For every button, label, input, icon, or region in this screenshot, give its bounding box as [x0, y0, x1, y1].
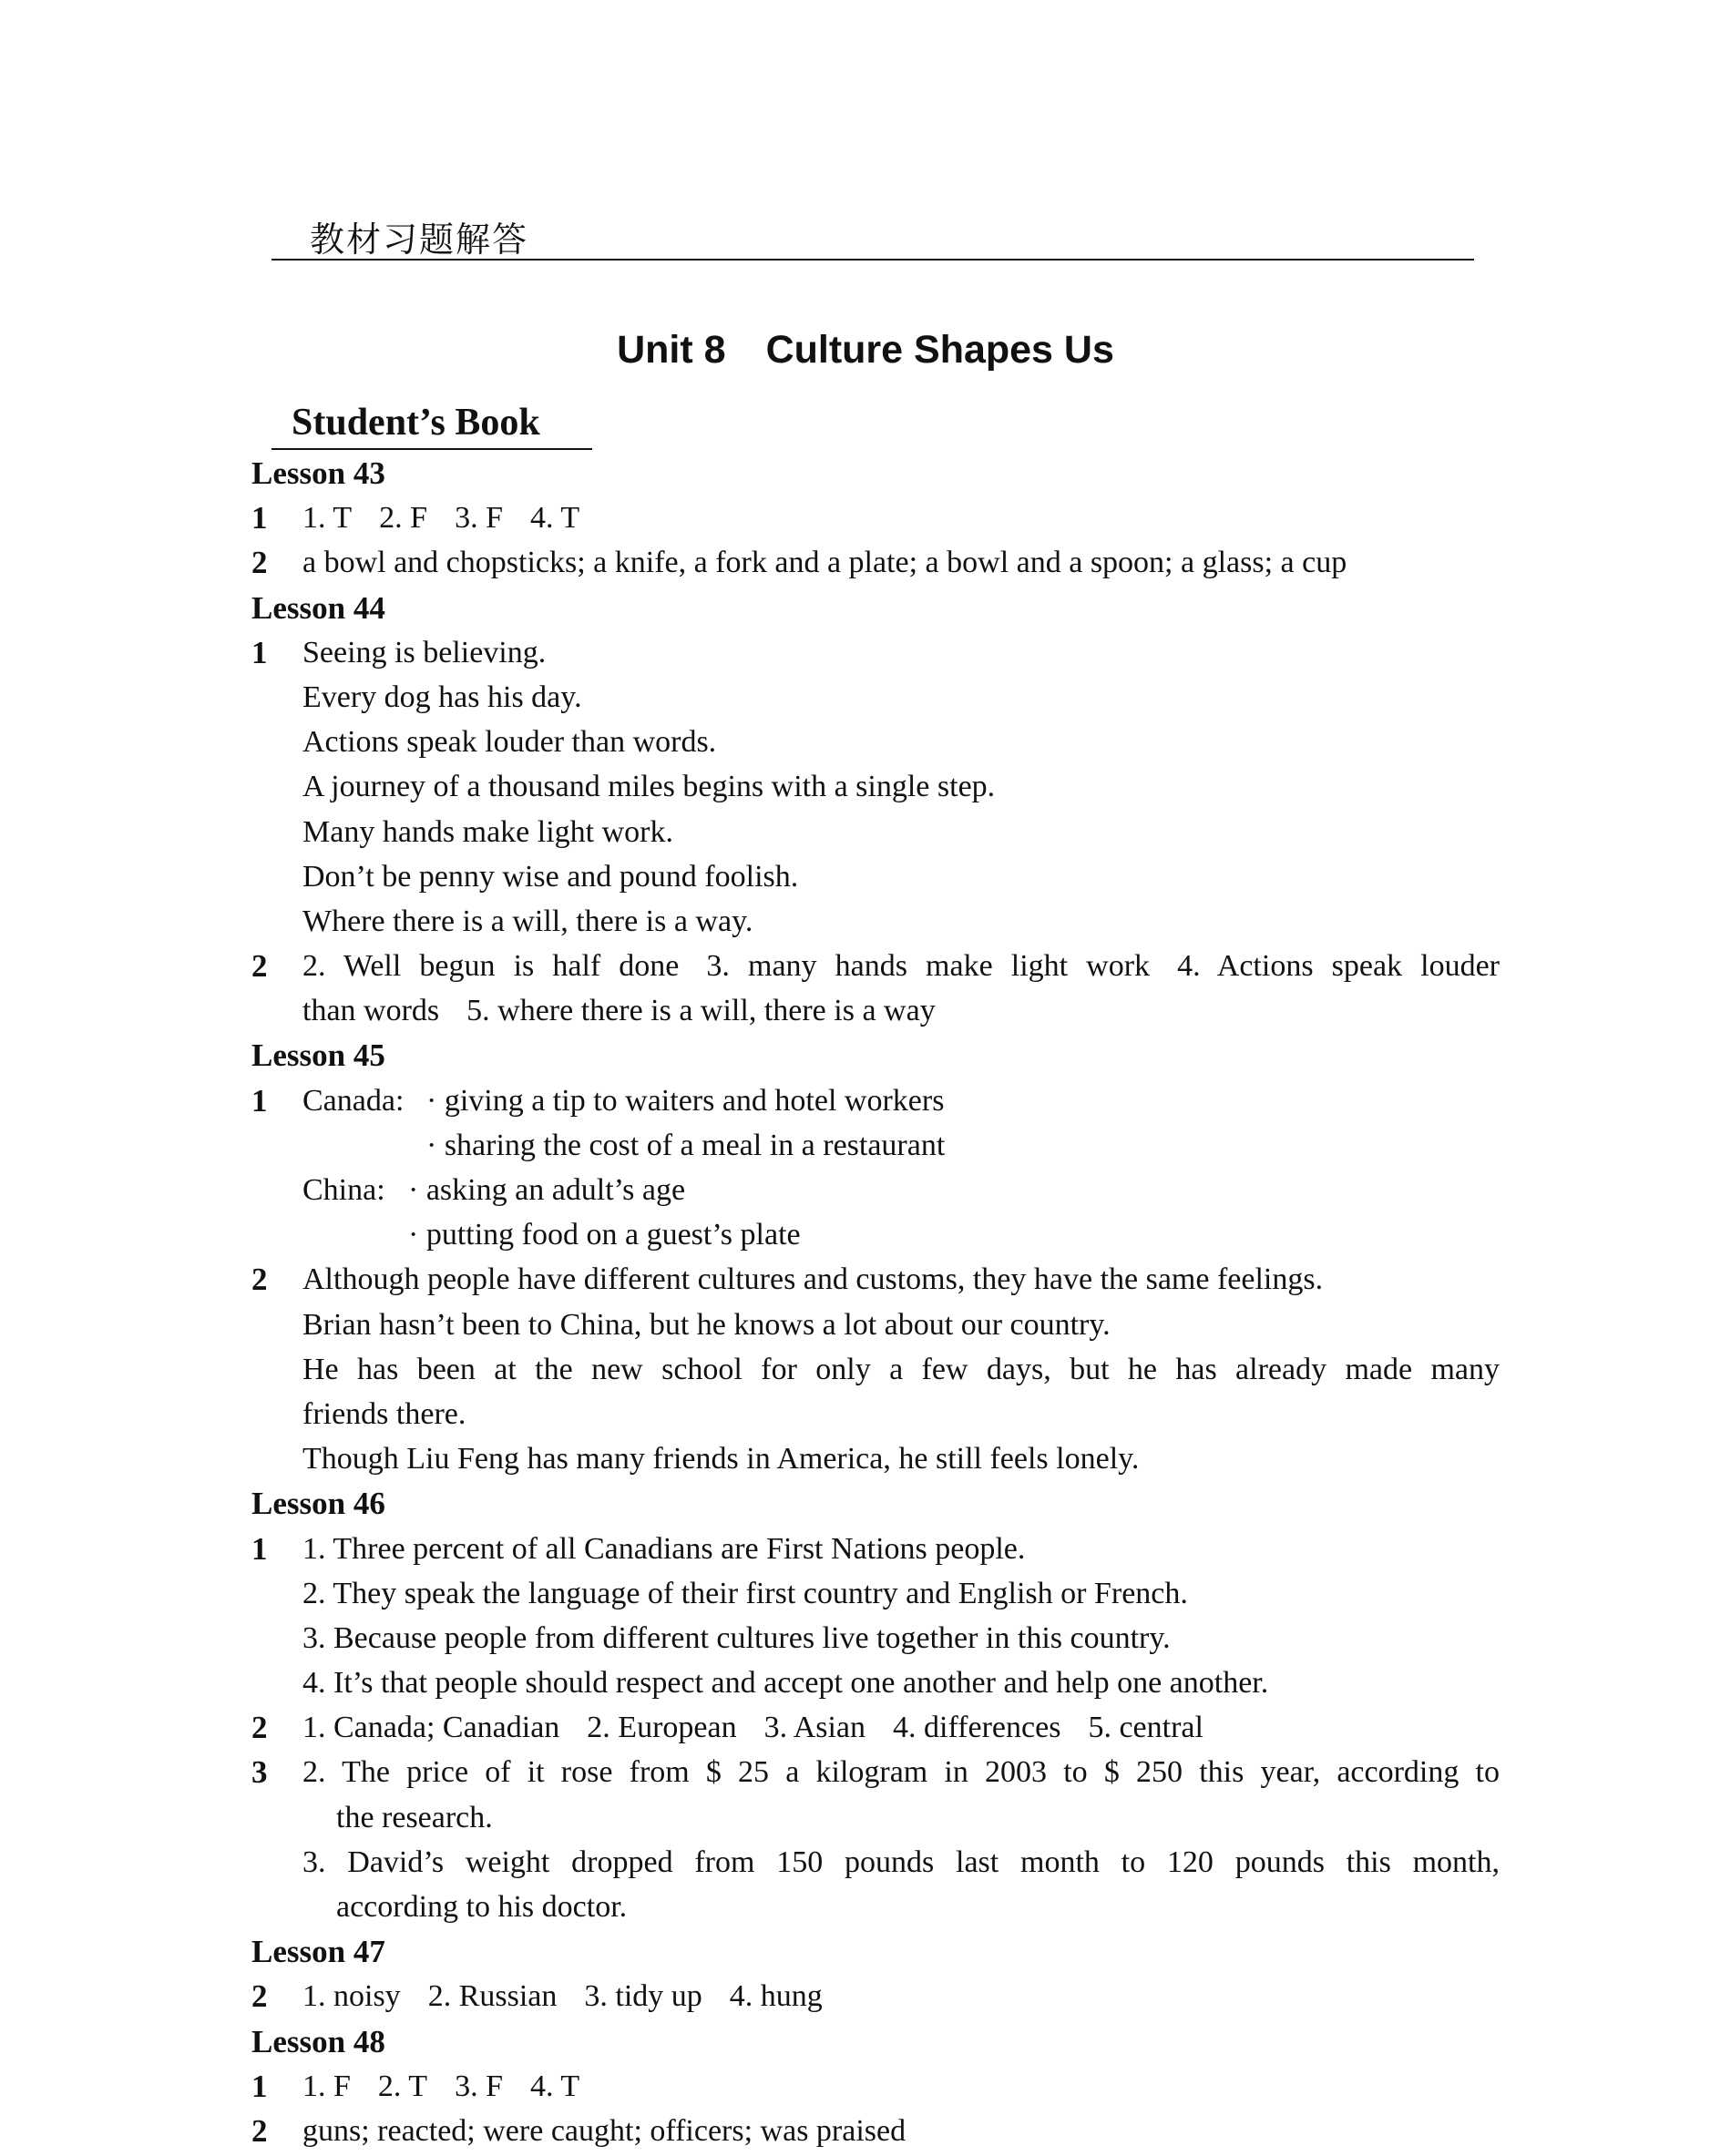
answer-row	[251, 1795, 1500, 1840]
answer-text: 3. Because people from different cultures live together in this country.	[302, 1620, 1171, 1655]
answer-row	[251, 1750, 1500, 1794]
lesson-heading: Lesson 45	[251, 1037, 385, 1074]
answer-text: 1. Canada; Canadian 2. European 3. Asian 4. differences 5. central	[302, 1711, 1204, 1745]
question-number: 2	[251, 948, 268, 985]
answer-text: the research.	[336, 1800, 493, 1834]
question-number: 2	[251, 1262, 268, 1298]
question-number: 1	[251, 1082, 268, 1119]
section-rule	[271, 448, 592, 450]
answer-row	[251, 720, 1500, 764]
answer-row	[251, 1123, 1500, 1168]
unit-name: Culture Shapes Us	[765, 328, 1114, 372]
answer-row	[251, 764, 1500, 809]
answer-row	[251, 1078, 1500, 1123]
question-number: 2	[251, 1710, 268, 1746]
answer-text: 1. T 2. F 3. F 4. T	[302, 501, 580, 536]
answer-row	[251, 1527, 1500, 1571]
question-number: 2	[251, 545, 268, 581]
answer-text: a bowl and chopsticks; a knife, a fork and a plate; a bowl and a spoon; a glass; a cup	[302, 546, 1347, 580]
answer-text: guns; reacted; were caught; officers; was praised	[302, 2113, 906, 2148]
answer-row	[251, 496, 1500, 540]
custom-item: · giving a tip to waiters and hotel workers	[426, 1083, 945, 1118]
lesson-heading: Lesson 43	[251, 455, 385, 491]
answer-row	[251, 944, 1500, 988]
answer-text: 2. Well begun is half done 3. many hands make light work 4. Actions speak louder	[302, 949, 1500, 984]
answer-text: 2. The price of it rose from $ 25 a kilogram in 2003 to $ 250 this year, according to	[302, 1755, 1500, 1790]
answer-row	[251, 1168, 1500, 1212]
answer-row	[251, 1616, 1500, 1660]
answer-row	[251, 899, 1500, 944]
answer-text: Don’t be penny wise and pound foolish.	[302, 859, 799, 894]
question-number: 1	[251, 500, 268, 536]
question-number: 3	[251, 1754, 268, 1791]
answer-row	[251, 540, 1500, 585]
lesson-heading: Lesson 47	[251, 1934, 385, 1970]
answer-text: Actions speak louder than words.	[302, 725, 717, 760]
lesson-heading: Lesson 46	[251, 1486, 385, 1522]
question-number: 1	[251, 2068, 268, 2104]
question-number: 1	[251, 1530, 268, 1567]
answer-text: Though Liu Feng has many friends in America, he still feels lonely.	[302, 1442, 1140, 1477]
question-number: 2	[251, 2112, 268, 2149]
question-number: 2	[251, 1978, 268, 2015]
answer-row	[251, 1392, 1500, 1436]
answer-row	[251, 1705, 1500, 1750]
custom-item: · sharing the cost of a meal in a restaurant	[426, 1128, 946, 1162]
answer-text: Every dog has his day.	[302, 679, 582, 714]
answer-text: A journey of a thousand miles begins with a single step.	[302, 770, 996, 804]
answer-row	[251, 1660, 1500, 1705]
custom-item: · asking an adult’s age	[408, 1173, 686, 1207]
country-label: China:	[302, 1173, 385, 1207]
answer-row	[251, 988, 1500, 1033]
answer-text: 1. noisy 2. Russian 3. tidy up 4. hung	[302, 1979, 823, 2014]
unit-title	[0, 328, 1731, 373]
answer-text: 3. David’s weight dropped from 150 pounds last month to 120 pounds this month,	[302, 1844, 1500, 1879]
answer-row	[251, 630, 1500, 675]
answer-row	[251, 1840, 1500, 1885]
answer-row	[251, 1974, 1500, 2018]
answer-row	[251, 1257, 1500, 1302]
answer-row	[251, 675, 1500, 720]
unit-number: Unit 8	[617, 328, 726, 372]
section-title: Student’s Book	[292, 402, 540, 444]
answer-row	[251, 1212, 1500, 1257]
answer-text: according to his doctor.	[336, 1890, 628, 1924]
answer-text: Although people have different cultures and customs, they have the same feelings.	[302, 1262, 1324, 1297]
answer-text: 1. F 2. T 3. F 4. T	[302, 2069, 580, 2103]
answer-text: 2. They speak the language of their first country and English or French.	[302, 1576, 1188, 1610]
country-label: Canada:	[302, 1083, 405, 1118]
answer-row	[251, 1571, 1500, 1616]
answer-text: 4. It’s that people should respect and accept one another and help one another.	[302, 1666, 1269, 1701]
answer-text: Many hands make light work.	[302, 814, 673, 849]
answer-row	[251, 810, 1500, 854]
header-rule	[271, 259, 1474, 261]
answer-text: Brian hasn’t been to China, but he knows a lot about our country.	[302, 1307, 1111, 1342]
header-title: 教材习题解答	[310, 220, 529, 260]
answer-text: friends there.	[302, 1396, 466, 1431]
answer-row	[251, 1303, 1500, 1347]
lesson-heading: Lesson 48	[251, 2023, 385, 2059]
answer-row	[251, 2109, 1500, 2153]
answer-row	[251, 2064, 1500, 2109]
answer-row	[251, 1436, 1500, 1481]
custom-item: · putting food on a guest’s plate	[408, 1218, 801, 1252]
answer-content	[251, 451, 1500, 2153]
answer-text: than words 5. where there is a will, there is a way	[302, 994, 936, 1028]
answer-text: Where there is a will, there is a way.	[302, 904, 753, 938]
answer-row	[251, 1885, 1500, 1929]
question-number: 1	[251, 634, 268, 670]
answer-text: He has been at the new school for only a few days, but he has already made many	[302, 1352, 1500, 1386]
answer-text: 1. Three percent of all Canadians are First Nations people.	[302, 1531, 1026, 1566]
answer-row	[251, 1347, 1500, 1392]
answer-text: Seeing is believing.	[302, 635, 547, 669]
lesson-heading: Lesson 44	[251, 589, 385, 626]
answer-row	[251, 854, 1500, 899]
